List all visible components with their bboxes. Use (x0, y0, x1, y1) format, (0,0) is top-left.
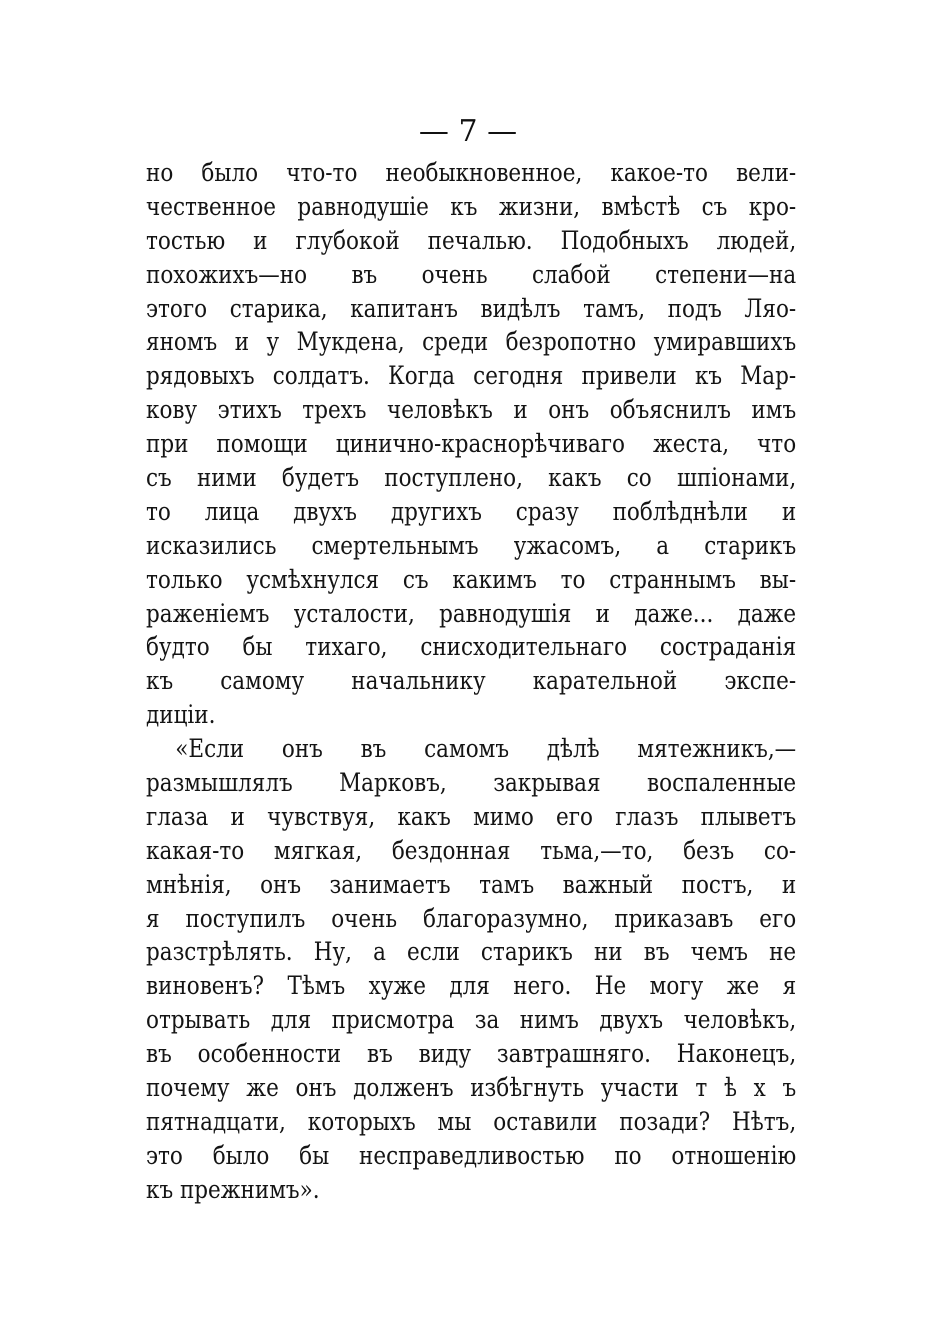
text-line: это было бы несправедливостью по отношенію (146, 1140, 797, 1170)
text-line: я поступилъ очень благоразумно, приказавъ его (146, 903, 797, 933)
text-line: глаза и чувствуя, какъ мимо его глазъ плыветъ (146, 801, 797, 831)
body-text (146, 156, 796, 1207)
text-line: тостью и глубокой печалью. Подобныхъ людей, (146, 225, 797, 255)
text-line: мнѣнія, онъ занимаетъ тамъ важный постъ, и (146, 869, 797, 899)
text-line: съ ними будетъ поступлено, какъ со шпіонами, (146, 463, 797, 493)
text-line: почему же онъ долженъ избѣгнуть участи т ѣ х ъ (146, 1073, 797, 1103)
text-line: исказились смертельнымъ ужасомъ, а старикъ (146, 530, 797, 560)
text-line: къ самому начальнику карательной экспе- (146, 666, 797, 696)
text-line: только усмѣхнулся съ какимъ то страннымъ вы- (146, 564, 797, 594)
text-line: будто бы тихаго, снисходительнаго состраданія (146, 632, 797, 662)
text-line: при помощи цинично-краснорѣчиваго жеста, что (146, 429, 797, 459)
text-line: похожихъ—но въ очень слабой степени—на (146, 259, 797, 289)
text-line: разстрѣлять. Ну, а если старикъ ни въ чемъ не (146, 937, 797, 967)
text-line: то лица двухъ другихъ сразу поблѣднѣли и (146, 496, 797, 526)
text-line: раженіемъ усталости, равнодушія и даже... даже (146, 598, 797, 628)
text-line: чественное равнодушіе къ жизни, вмѣстѣ съ кро- (146, 191, 797, 221)
page-number: — 7 — (418, 114, 518, 149)
text-line: но было что-то необыкновенное, какое-то вели- (146, 158, 797, 187)
text-line: размышлялъ Марковъ, закрывая воспаленные (146, 768, 797, 798)
paragraph-start-line: «Если онъ въ самомъ дѣлѣ мятежникъ,— (175, 734, 797, 764)
text-line: этого старика, капитанъ видѣлъ тамъ, подъ Ляо- (146, 293, 797, 323)
text-line: въ особенности въ виду завтрашняго. Наконецъ, (146, 1039, 797, 1069)
text-line: рядовыхъ солдатъ. Когда сегодня привели къ Мар- (146, 361, 797, 391)
text-line: виновенъ? Тѣмъ хуже для него. Не могу же я (146, 971, 797, 1001)
text-line: какая-то мягкая, бездонная тьма,—то, безъ со- (146, 835, 797, 865)
paragraph-end-line: диціи. (146, 700, 216, 730)
text-line: пятнадцати, которыхъ мы оставили позади? Нѣтъ, (146, 1106, 797, 1136)
text-line: отрывать для присмотра за нимъ двухъ человѣкъ, (146, 1005, 797, 1035)
text-line: яномъ и у Мукдена, среди безропотно умиравшихъ (146, 327, 797, 357)
paragraph-end-line: къ прежнимъ». (146, 1174, 320, 1204)
text-line: кову этихъ трехъ человѣкъ и онъ объяснилъ имъ (146, 395, 797, 425)
